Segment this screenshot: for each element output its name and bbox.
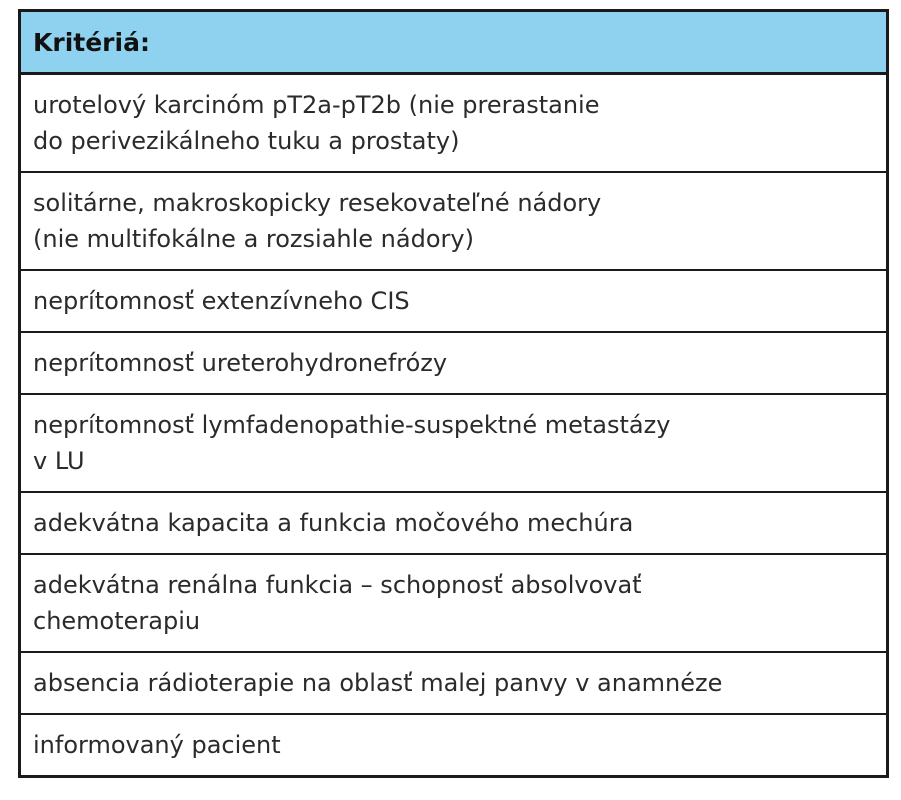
table-row xyxy=(21,271,886,333)
row-text: adekvátna kapacita a funkcia močového mechúra xyxy=(33,509,634,537)
row-text: neprítomnosť extenzívneho CIS xyxy=(33,287,410,315)
row-text: neprítomnosť ureterohydronefrózy xyxy=(33,349,448,377)
row-text: solitárne, makroskopicky resekovateľné nádory (nie multifokálne a rozsiahle nádory) xyxy=(33,189,602,253)
table-row xyxy=(21,395,886,493)
table-row xyxy=(21,493,886,555)
header-label: Kritériá: xyxy=(33,27,150,57)
row-text: urotelový karcinóm pT2a-pT2b (nie prerastanie do perivezikálneho tuku a prostaty) xyxy=(33,91,600,155)
table-row xyxy=(21,715,886,775)
row-text: neprítomnosť lymfadenopathie-suspektné metastázy v LU xyxy=(33,411,671,475)
row-text: informovaný pacient xyxy=(33,731,281,759)
table-row xyxy=(21,75,886,173)
row-text: adekvátna renálna funkcia – schopnosť absolvovať chemoterapiu xyxy=(33,571,642,635)
criteria-table xyxy=(18,9,889,778)
table-row xyxy=(21,333,886,395)
table-row xyxy=(21,653,886,715)
table-header xyxy=(21,12,886,75)
row-text: absencia rádioterapie na oblasť malej panvy v anamnéze xyxy=(33,669,723,697)
table-row xyxy=(21,173,886,271)
table-row xyxy=(21,555,886,653)
